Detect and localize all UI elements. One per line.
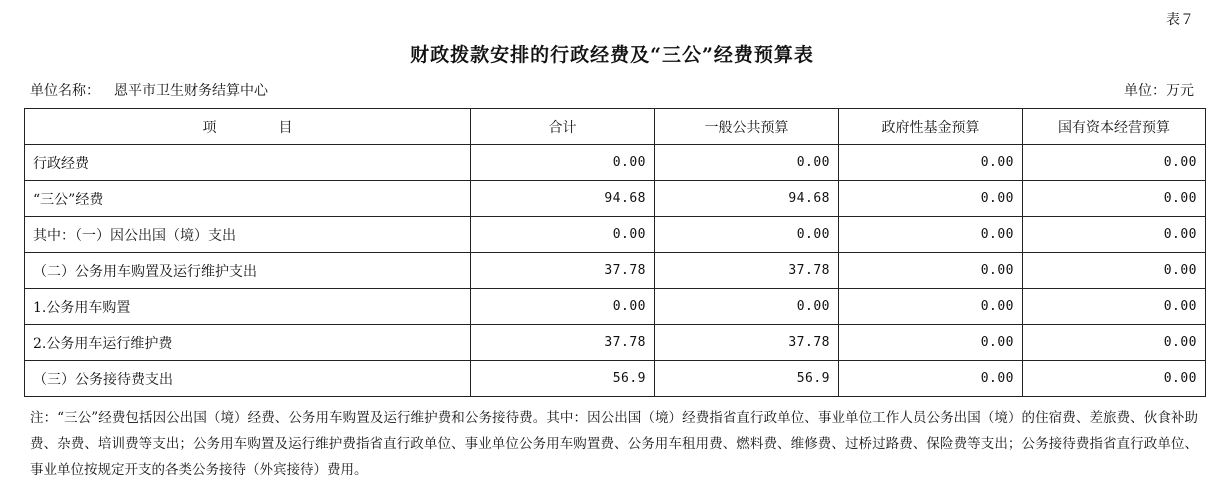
unit-name-value: 恩平市卫生财务结算中心 [114, 83, 268, 99]
cell-general: 0.00 [655, 145, 839, 181]
header-total: 合计 [471, 109, 655, 145]
cell-fund: 0.00 [839, 253, 1023, 289]
footnote: 注：“三公”经费包括因公出国（境）经费、公务用车购置及运行维护费和公务接待费。其中：因公出国（境）经费指省直行政单位、事业单位工作人员公务出国（境）的住宿费、差旅费、伙食补助费、杂费、培训费等支出；公务用车购置及运行维护费指省直行政单位、事业单位公务用车购置费、公务用车租用费、燃料费、维修费、过桥过路费、保险费等支出；公务接待费指省直行政单位、事业单位按规定开支的各类公务接待（外宾接待）费用。 [30, 410, 1198, 478]
table-number: 表７ [1166, 12, 1194, 28]
cell-capital: 0.00 [1023, 253, 1206, 289]
table-row [25, 217, 1206, 253]
cell-total: 37.78 [471, 253, 655, 289]
cell-fund: 0.00 [839, 289, 1023, 325]
cell-fund: 0.00 [839, 325, 1023, 361]
row-label: （二）公务用车购置及运行维护支出 [25, 253, 471, 289]
row-label: 行政经费 [25, 145, 471, 181]
cell-fund: 0.00 [839, 145, 1023, 181]
cell-total: 0.00 [471, 289, 655, 325]
row-label: 其中：（一）因公出国（境）支出 [25, 217, 471, 253]
cell-fund: 0.00 [839, 181, 1023, 217]
cell-capital: 0.00 [1023, 361, 1206, 397]
table-row [25, 361, 1206, 397]
unit-name-label: 单位名称： [30, 83, 100, 99]
header-capital-budget: 国有资本经营预算 [1023, 109, 1206, 145]
cell-general: 37.78 [655, 325, 839, 361]
cell-total: 94.68 [471, 181, 655, 217]
cell-general: 0.00 [655, 289, 839, 325]
cell-total: 0.00 [471, 217, 655, 253]
table-row [25, 181, 1206, 217]
page-title: 财政拨款安排的行政经费及“三公”经费预算表 [410, 44, 814, 66]
row-label: 2.公务用车运行维护费 [25, 325, 471, 361]
cell-general: 37.78 [655, 253, 839, 289]
table-header-row [25, 109, 1206, 145]
cell-total: 37.78 [471, 325, 655, 361]
cell-general: 94.68 [655, 181, 839, 217]
currency-unit: 单位：万元 [1124, 83, 1194, 99]
header-item: 项 目 [25, 109, 471, 145]
cell-capital: 0.00 [1023, 289, 1206, 325]
cell-fund: 0.00 [839, 217, 1023, 253]
cell-capital: 0.00 [1023, 145, 1206, 181]
cell-general: 56.9 [655, 361, 839, 397]
table-row [25, 325, 1206, 361]
table-row [25, 145, 1206, 181]
row-label: （三）公务接待费支出 [25, 361, 471, 397]
row-label: 1.公务用车购置 [25, 289, 471, 325]
table-row [25, 289, 1206, 325]
cell-total: 0.00 [471, 145, 655, 181]
cell-capital: 0.00 [1023, 217, 1206, 253]
cell-total: 56.9 [471, 361, 655, 397]
unit-name-line [30, 80, 268, 100]
header-general-budget: 一般公共预算 [655, 109, 839, 145]
cell-fund: 0.00 [839, 361, 1023, 397]
row-label: “三公”经费 [25, 181, 471, 217]
header-fund-budget: 政府性基金预算 [839, 109, 1023, 145]
table-row [25, 253, 1206, 289]
cell-general: 0.00 [655, 217, 839, 253]
cell-capital: 0.00 [1023, 181, 1206, 217]
budget-table [24, 108, 1206, 397]
cell-capital: 0.00 [1023, 325, 1206, 361]
